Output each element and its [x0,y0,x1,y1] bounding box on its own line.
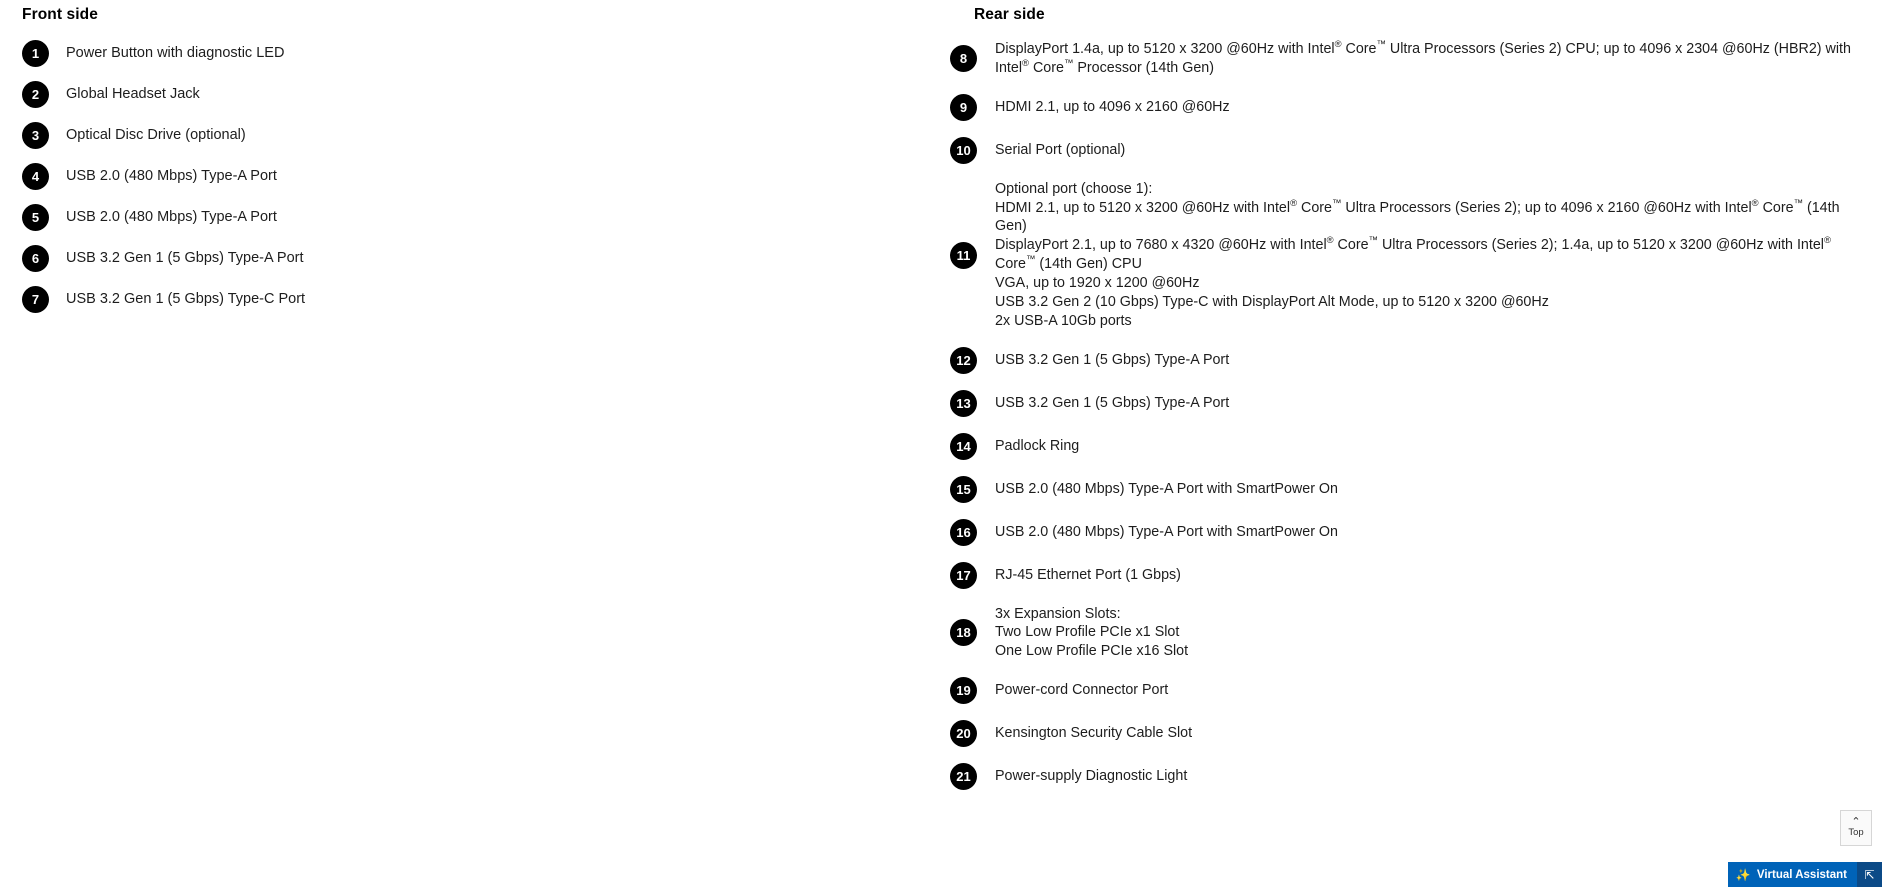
callout-badge: 1 [22,40,49,67]
virtual-assistant-bar[interactable] [1728,862,1882,887]
callout-badge: 14 [950,433,977,460]
callout-label: Optical Disc Drive (optional) [66,126,246,143]
callout-badge: 19 [950,677,977,704]
callout-badge: 7 [22,286,49,313]
rear-side-list [950,40,1872,790]
callout-label: Padlock Ring [995,437,1080,454]
list-item [950,94,1872,121]
virtual-assistant-button[interactable] [1728,862,1857,887]
list-item [22,122,930,149]
callout-label: USB 2.0 (480 Mbps) Type-A Port [66,208,277,225]
list-item [22,204,930,231]
sparkle-icon: ✨ [1735,867,1751,882]
callout-label: RJ-45 Ethernet Port (1 Gbps) [995,566,1181,583]
callout-badge: 9 [950,94,977,121]
rear-side-title: Rear side [974,6,1045,23]
list-item [950,137,1872,164]
callout-label: USB 2.0 (480 Mbps) Type-A Port [66,167,277,184]
callout-label: USB 2.0 (480 Mbps) Type-A Port with SmartPower On [995,480,1338,497]
callout-label: USB 3.2 Gen 1 (5 Gbps) Type-C Port [66,290,306,307]
callout-label: USB 2.0 (480 Mbps) Type-A Port with SmartPower On [995,523,1338,540]
virtual-assistant-label: Virtual Assistant [1756,868,1847,881]
list-item [950,677,1872,704]
back-to-top-label: Top [1848,827,1864,838]
list-item [950,433,1872,460]
list-item [950,562,1872,589]
callout-label: Kensington Security Cable Slot [995,725,1193,742]
callout-label: Power Button with diagnostic LED [66,44,285,61]
rear-side-column [930,0,1882,806]
assistant-expand-button[interactable] [1857,862,1882,887]
callout-label: Serial Port (optional) [995,141,1126,158]
callout-badge: 17 [950,562,977,589]
callout-badge: 2 [22,81,49,108]
list-item [950,763,1872,790]
callout-badge: 18 [950,619,977,646]
list-item [950,519,1872,546]
expand-icon: ⇱ [1864,867,1875,882]
callout-badge: 16 [950,519,977,546]
callout-badge: 11 [950,242,977,269]
callout-label: 3x Expansion Slots: Two Low Profile PCIe x1 Slot One Low Profile PCIe x16 Slot [995,605,1189,660]
callout-badge: 4 [22,163,49,190]
list-item [950,40,1872,78]
callout-badge: 21 [950,763,977,790]
callout-badge: 6 [22,245,49,272]
callout-badge: 5 [22,204,49,231]
list-item [22,40,930,67]
callout-badge: 15 [950,476,977,503]
callout-badge: 8 [950,45,977,72]
callout-label: Power-supply Diagnostic Light [995,768,1188,785]
callout-badge: 3 [22,122,49,149]
callout-label: Global Headset Jack [66,85,200,102]
callout-label: USB 3.2 Gen 1 (5 Gbps) Type-A Port [995,351,1230,368]
callout-label: Optional port (choose 1): HDMI 2.1, up to 5120 x 3200 @60Hz with Intel® Core™ Ultra Processors (Series 2); up to 4096 x 2160 @60Hz with Intel® Core™ (14th Gen) DisplayPort 2.1, up to 7680 x 4320 @60Hz with Intel® Core™ Ultra Processors (Series 2); 1.4a, up to 5120 x 3200 @60Hz with Intel® Core™ (14th Gen) CPU VGA, up to 1920 x 1200 @60Hz USB 3.2 Gen 2 (10 Gbps) Type-C with DisplayPort Alt Mode, up to 5120 x 3200 @60Hz 2x USB-A 10Gb ports [995,180,1840,329]
front-side-title: Front side [22,6,98,23]
callout-label: Power-cord Connector Port [995,682,1169,699]
callout-label: DisplayPort 1.4a, up to 5120 x 3200 @60Hz with Intel® Core™ Ultra Processors (Series 2) CPU; up to 4096 x 2304 @60Hz (HBR2) with Intel® Core™ Processor (14th Gen) [995,38,1851,76]
list-item [22,81,930,108]
callout-label: HDMI 2.1, up to 4096 x 2160 @60Hz [995,98,1230,115]
list-item [950,476,1872,503]
callout-label: USB 3.2 Gen 1 (5 Gbps) Type-A Port [995,394,1230,411]
list-item [950,347,1872,374]
list-item [950,720,1872,747]
back-to-top-button[interactable] [1840,810,1872,846]
front-side-list [22,40,930,313]
list-item [22,163,930,190]
callout-label: USB 3.2 Gen 1 (5 Gbps) Type-A Port [66,249,304,266]
list-item [950,605,1872,662]
list-item [22,286,930,313]
front-side-column [0,0,930,327]
list-item [950,390,1872,417]
list-item [950,180,1872,331]
list-item [22,245,930,272]
callout-badge: 20 [950,720,977,747]
chevron-up-icon: ⌃ [1851,816,1861,828]
callout-badge: 12 [950,347,977,374]
callout-badge: 10 [950,137,977,164]
callout-badge: 13 [950,390,977,417]
